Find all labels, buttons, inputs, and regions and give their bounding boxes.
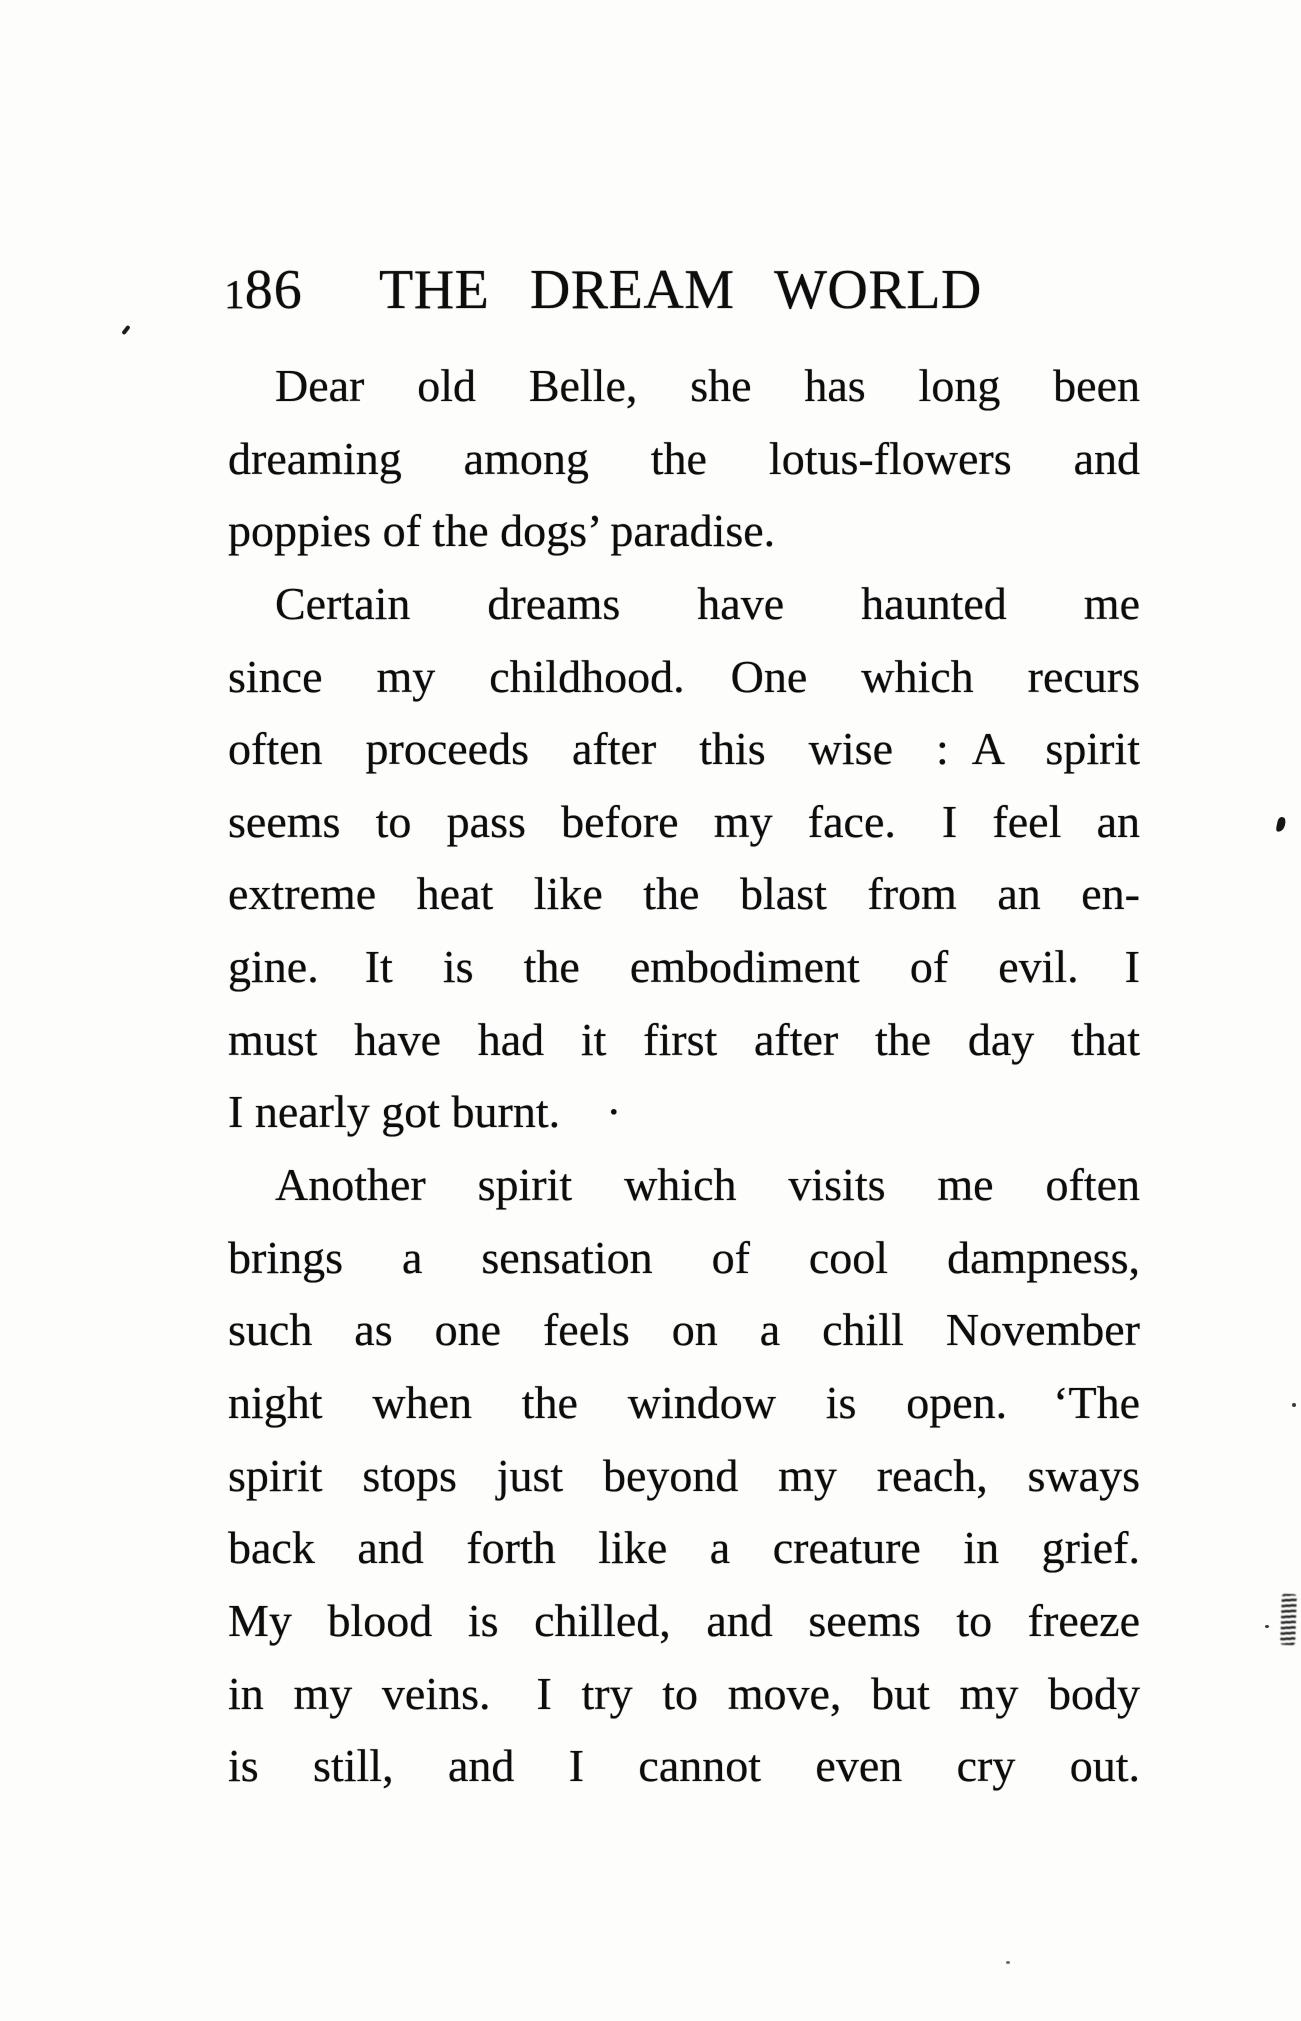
text-line: back and forth like a creature in grief. [228,1522,1140,1574]
text-line: gine. It is the embodiment of evil. I [228,941,1140,993]
page-number [224,259,303,322]
stray-ink-tick [121,325,130,335]
text-line: must have had it first after the day that [228,1013,1140,1065]
scan-speck [1292,1403,1296,1407]
page-number-rest: 86 [244,259,303,321]
text-line: night when the window is open. ‘The [228,1376,1140,1428]
text-line: since my childhood. One which recurs [228,650,1140,702]
text-line: poppies of the dogs’ paradise. [228,505,776,557]
text-line: extreme heat like the blast from an en- [228,868,1140,920]
ink-smudge [1280,1594,1297,1645]
text-line: spirit stops just beyond my reach, sways [228,1449,1140,1501]
page-number-digit: 1 [224,271,245,317]
body-text [228,350,1140,1803]
text-line: often proceeds after this wise : A spirit [228,723,1140,775]
stray-ink-comma [1276,816,1287,832]
text-line: brings a sensation of cool dampness, [228,1231,1140,1283]
text-line: My blood is chilled, and seems to freeze [228,1594,1140,1646]
text-line: such as one feels on a chill November [228,1304,1140,1356]
text-line: seems to pass before my face. I feel an [228,795,1140,847]
running-title: THE DREAM WORLD [379,259,982,321]
text-line: Another spirit which visits me often [275,1159,1140,1211]
text-line: Certain dreams have haunted me [275,577,1140,629]
scan-speck [1265,1625,1269,1628]
text-line: is still, and I cannot even cry out. [228,1740,1140,1792]
text-line: in my veins. I try to move, but my body [228,1667,1140,1719]
text-line: Dear old Belle, she has long been [275,360,1140,411]
page-header [0,259,1301,321]
text-line: I nearly got burnt. · [228,1086,622,1138]
text-line: dreaming among the lotus-flowers and [228,432,1140,484]
scan-speck [1006,1961,1010,1964]
